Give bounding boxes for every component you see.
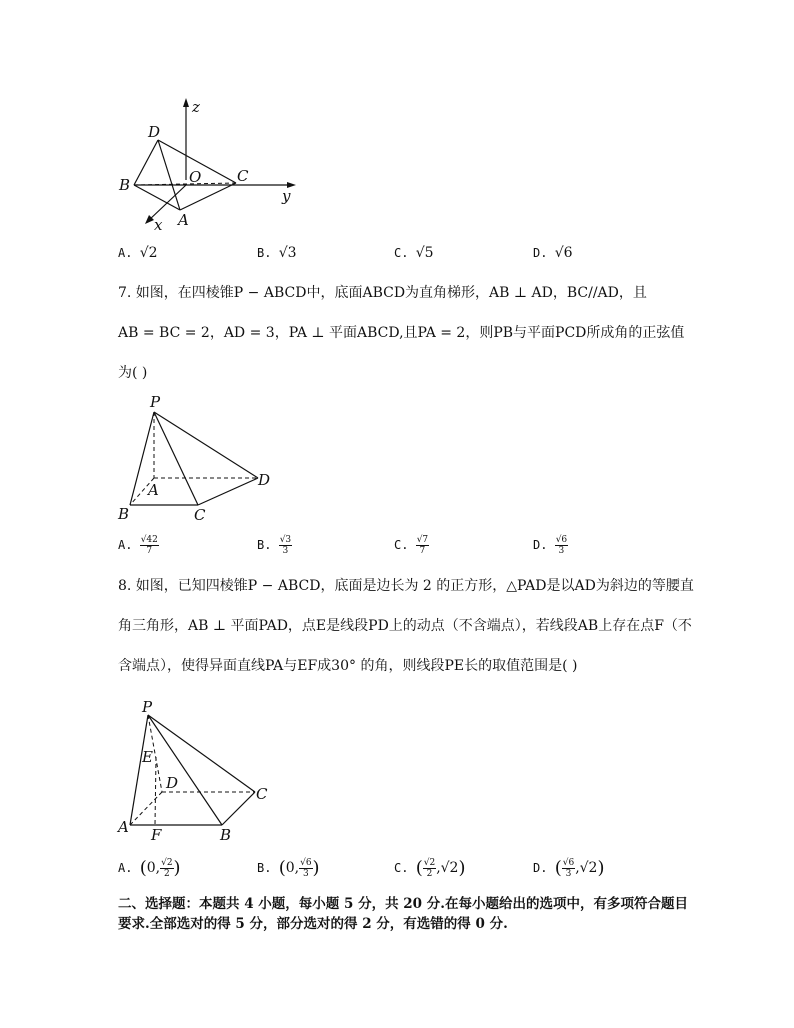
label-b: B [118,505,130,523]
label-d: D [258,471,271,489]
label-a: A [118,818,129,836]
q7-text-line1: 7. 如图，在四棱锥P − ABCD中，底面ABCD为直角梯形，AB ⊥ AD，BC//AD，且 [118,285,647,301]
q8-text-line3: 含端点），使得异面直线PA与EF成30° 的角，则线段PE长的取值范围是( ) [118,658,578,674]
label-b: B [220,826,232,844]
label-x: x [154,216,163,234]
q6-option-c: C. √5 [394,245,434,261]
label-c: C [256,785,268,803]
figure-q7-pyramid [110,390,280,525]
label-p: P [150,393,161,411]
section2-line2: 要求.全部选对的得 5 分，部分选对的得 2 分，有选错的得 0 分. [118,916,508,932]
label-p: P [142,698,153,716]
label-a: A [148,481,159,499]
label-y: y [282,187,291,205]
q7-option-a: A. $\frac{√42}{7}$ [118,535,158,556]
q6-option-d: D. √6 [533,245,573,261]
q7-option-c: C. $\frac{√7}{7}$ [394,535,429,556]
q8-text-line2: 角三角形，AB ⊥ 平面PAD，点E是线段PD上的动点（不含端点），若线段AB上存在点F（不 [118,618,692,634]
q8-option-b: B. (0, $\frac{√6}{3}$ ) [257,857,320,879]
label-d: D [148,123,161,141]
q8-option-a: A. (0, $\frac{√2}{2}$ ) [118,857,181,879]
q8-option-d: D. ( $\frac{√6}{3}$ ,√2) [533,857,605,879]
label-z: z [192,98,200,116]
label-d: D [166,774,179,792]
q7-text-line2: AB = BC = 2，AD = 3，PA ⊥ 平面ABCD,且PA = 2，则PB与平面PCD所成角的正弦值 [118,325,685,341]
label-e: E [142,748,153,766]
label-c: C [237,167,249,185]
q7-text-line3: 为( ) [118,365,148,381]
label-a: A [178,211,189,229]
q6-option-b: B. √3 [257,245,297,261]
q7-option-b: B. $\frac{√3}{3}$ [257,535,292,556]
label-f: F [151,826,162,844]
q8-text-line1: 8. 如图，已知四棱锥P − ABCD，底面是边长为 2 的正方形，△PAD是以AD为斜边的等腰直 [118,578,694,594]
label-b: B [119,176,131,194]
q8-option-c: C. ( $\frac{√2}{2}$ ,√2) [394,857,466,879]
label-c: C [194,506,206,524]
section2-line1: 二、选择题：本题共 4 小题，每小题 5 分，共 20 分.在每小题给出的选项中，有多项符合题目 [118,896,688,912]
figure-q8-pyramid [110,695,280,845]
q6-option-a: A. √2 [118,245,158,261]
figure-q6-coordinate-diagram [110,95,310,235]
q7-option-d: D. $\frac{√6}{3}$ [533,535,568,556]
label-o: O [189,168,202,186]
